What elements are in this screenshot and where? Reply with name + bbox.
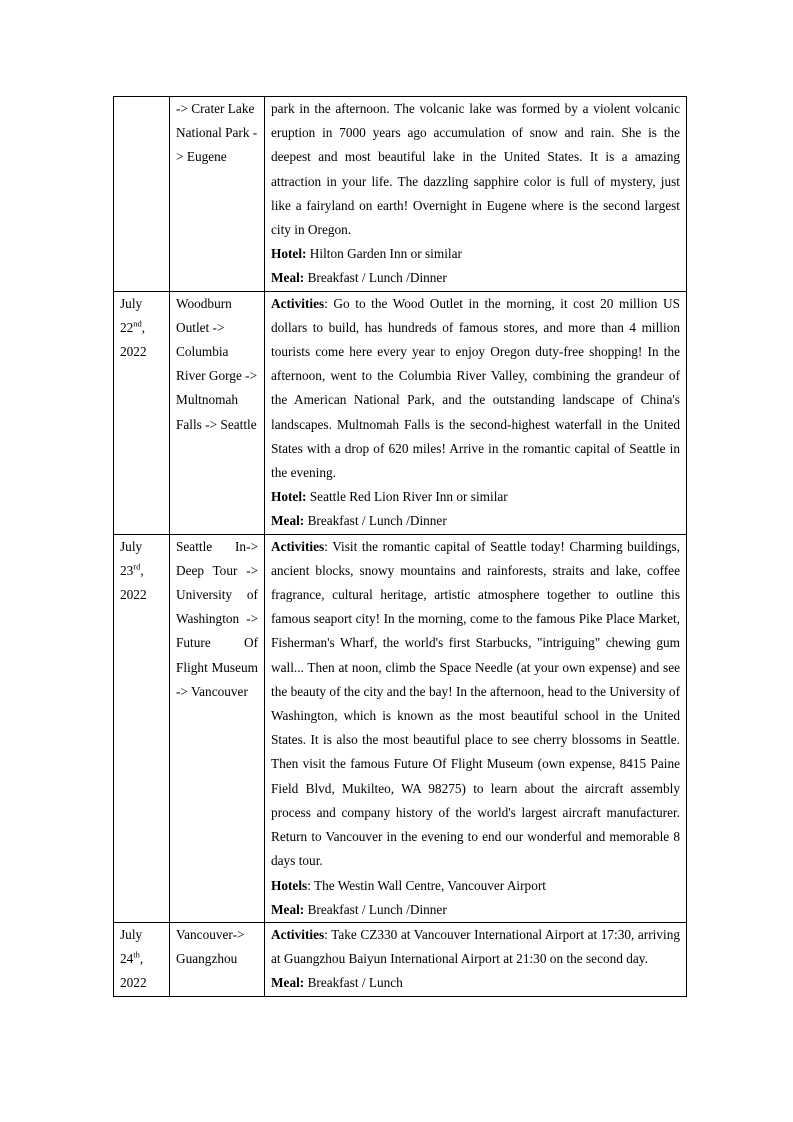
date-cell: July 22nd, 2022 bbox=[114, 291, 170, 534]
meal-value: Breakfast / Lunch /Dinner bbox=[307, 270, 447, 286]
hotel-line bbox=[271, 242, 680, 266]
date-cell: July 24th, 2022 bbox=[114, 922, 170, 996]
activities-cell bbox=[265, 534, 687, 922]
activities-text bbox=[271, 292, 680, 486]
date-suffix: th bbox=[133, 949, 140, 960]
hotel-label: Hotel: bbox=[271, 246, 307, 262]
date-day: 22 bbox=[120, 319, 134, 335]
date-cell bbox=[114, 97, 170, 292]
meal-label: Meal: bbox=[271, 270, 305, 286]
date-suffix: nd bbox=[133, 318, 142, 329]
activities-label: Activities bbox=[271, 538, 325, 554]
table-row bbox=[114, 534, 687, 922]
table-row bbox=[114, 922, 687, 996]
table-row bbox=[114, 97, 687, 292]
date-day: 23 bbox=[120, 562, 134, 578]
date-year: 2022 bbox=[120, 975, 147, 991]
date-suffix: rd bbox=[133, 561, 141, 572]
activities-cell bbox=[265, 291, 687, 534]
meal-line bbox=[271, 898, 680, 922]
hotel-value: Seattle Red Lion River Inn or similar bbox=[309, 489, 508, 505]
hotel-value: Hilton Garden Inn or similar bbox=[309, 246, 462, 262]
activities-text bbox=[271, 535, 680, 874]
hotel-line bbox=[271, 485, 680, 509]
meal-value: Breakfast / Lunch /Dinner bbox=[307, 513, 447, 529]
meal-value: Breakfast / Lunch bbox=[307, 975, 403, 991]
meal-line bbox=[271, 971, 680, 995]
route-cell: -> Crater Lake National Park -> Eugene bbox=[170, 97, 265, 292]
meal-value: Breakfast / Lunch /Dinner bbox=[307, 901, 447, 917]
table-row bbox=[114, 291, 687, 534]
date-cell: July 23rd, 2022 bbox=[114, 534, 170, 922]
hotel-label: Hotel: bbox=[271, 489, 307, 505]
hotel-label: Hotels bbox=[271, 877, 308, 893]
meal-line bbox=[271, 266, 680, 290]
route-cell: Seattle In-> Deep Tour -> University of Washington -> Future Of Flight Museum -> Vancouver bbox=[170, 534, 265, 922]
date-day: 24 bbox=[120, 951, 134, 967]
date-year: 2022 bbox=[120, 344, 147, 360]
route-cell: Woodburn Outlet -> Columbia River Gorge -> Multnomah Falls -> Seattle bbox=[170, 291, 265, 534]
activities-label: Activities bbox=[271, 926, 325, 942]
activities-text: park in the afternoon. The volcanic lake was formed by a violent volcanic eruption in 7000 years ago accumulation of snow and rain. She is the deepest and most beautiful lake in the United States. It is a amazing attraction in your life. The dazzling sapphire color is full of mystery, just like a fairyland on earth! Overnight in Eugene where is the second largest city in Oregon. bbox=[271, 101, 680, 238]
activities-body: : Go to the Wood Outlet in the morning, it cost 20 million US dollars to build, has hundreds of famous stores, and more than 4 million tourists come here every year to enjoy Oregon duty-free shopping! In the afternoon, went to the Columbia River Valley, combining the grandeur of the American National Park, and the outstanding landscape of China's landscapes. Multnomah Falls is the second-highest waterfall in the United States with a drop of 620 miles! Arrive in the romantic capital of Seattle in the evening. bbox=[271, 295, 680, 481]
activities-body: : Visit the romantic capital of Seattle today! Charming buildings, ancient blocks, snowy mountains and rainforests, straits and lake, coffee fragrance, cultural heritage, artistic atmosphere together to outline this famous seaport city! In the morning, come to the famous Pike Place Market, Fisherman's Wharf, the world's first Starbucks, "intriguing" chewing gum wall... Then at noon, climb the Space Needle (at your own expense) and see the beauty of the city and the bay! In the afternoon, head to the University of Washington, which is known as the most beautiful school in the United States. It is also the most beautiful place to see cherry blossoms in Seattle. Then visit the famous Future Of Flight Museum (own expense, 8415 Paine Field Blvd, Mukilteo, WA 98275) to learn about the aircraft assembly process and company history of the world's largest aircraft manufacturer. Return to Vancouver in the evening to end our wonderful and memorable 8 days tour. bbox=[271, 538, 680, 869]
itinerary-table bbox=[113, 96, 687, 997]
date-month: July bbox=[120, 926, 143, 942]
activities-cell bbox=[265, 97, 687, 292]
activities-text bbox=[271, 923, 680, 971]
activities-body: : Take CZ330 at Vancouver International Airport at 17:30, arriving at Guangzhou Baiyun International Airport at 21:30 on the second day. bbox=[271, 926, 680, 967]
activities-cell bbox=[265, 922, 687, 996]
activities-label: Activities bbox=[271, 295, 325, 311]
date-month: July bbox=[120, 538, 143, 554]
meal-label: Meal: bbox=[271, 513, 305, 529]
hotel-value: : The Westin Wall Centre, Vancouver Airport bbox=[307, 877, 546, 893]
route-cell: Vancouver-> Guangzhou bbox=[170, 922, 265, 996]
meal-label: Meal: bbox=[271, 975, 305, 991]
date-month: July bbox=[120, 295, 143, 311]
hotel-line bbox=[271, 874, 680, 898]
date-year: 2022 bbox=[120, 587, 147, 603]
meal-line bbox=[271, 509, 680, 533]
meal-label: Meal: bbox=[271, 901, 305, 917]
